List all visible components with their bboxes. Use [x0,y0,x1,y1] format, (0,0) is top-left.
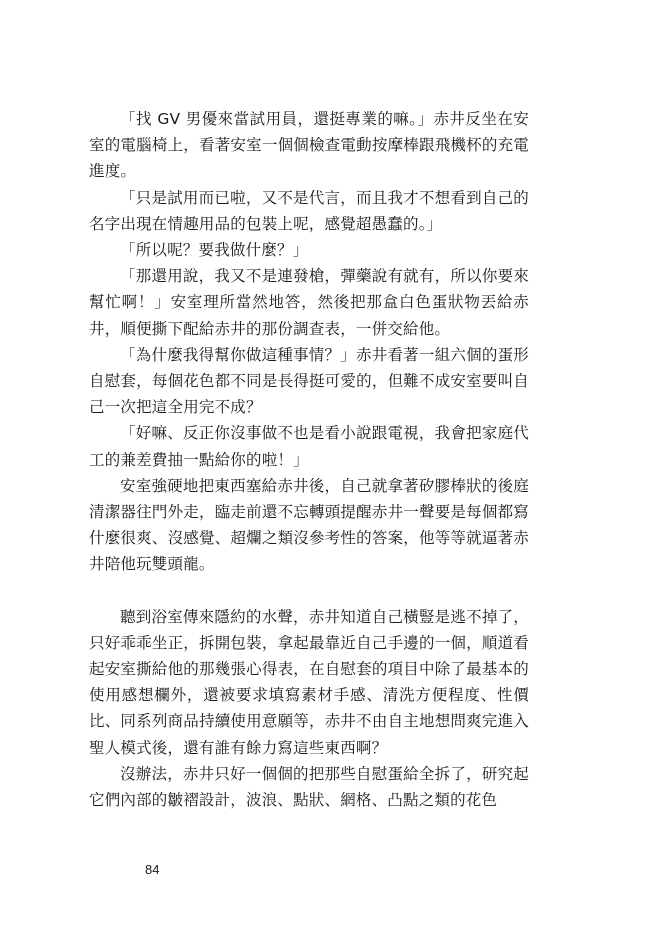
page-number: 84 [145,862,160,877]
paragraph: 「那還用說，我又不是連發槍，彈藥說有就有，所以你要來幫忙啊！」安室理所當然地答，然後把那盒白色蛋狀物丟給赤井，順便撕下配給赤井的那份調查表，一併交給他。 [89,267,529,338]
paragraph: 沒辦法，赤井只好一個個的把那些自慰蛋給全拆了，研究起它們內部的皺褶設計，波浪、點狀、網格、凸點之類的花色 [89,764,529,810]
paragraph: 「好嘛、反正你沒事做不也是看小說跟電視，我會把家庭代工的兼差費抽一點給你的啦！」 [89,424,529,469]
paragraph: 「所以呢？要我做什麼？」 [120,241,309,260]
paragraph: 「只是試用而已啦，又不是代言，而且我才不想看到自己的名字出現在情趣用品的包裝上呢，感覺超愚蠢的。」 [89,188,529,233]
section-break [89,578,529,604]
paragraph: 「找 GV 男優來當試用員，還挺專業的嘛。」赤井反坐在安室的電腦椅上，看著安室一個個檢查電動按摩棒跟飛機杯的充電進度。 [89,110,529,181]
paragraph: 安室強硬地把東西塞給赤井後，自己就拿著矽膠棒狀的後庭清潔器往門外走，臨走前還不忘轉頭提醒赤井一聲要是每個都寫什麼很爽、沒感覺、超爛之類沒參考性的答案，他等等就逼著赤井陪他玩雙頭龍。 [89,476,529,574]
text-body [89,106,529,813]
paragraph: 聽到浴室傳來隱約的水聲，赤井知道自己橫豎是逃不掉了，只好乖乖坐正，拆開包裝，拿起最靠近自己手邊的一個，順道看起安室撕給他的那幾張心得表，在自慰套的項目中除了最基本的使用感想欄外，還被要求填寫素材手感、清洗方便程度、性價比、同系列商品持續使用意願等，赤井不由自主地想問爽完進入聖人模式後，還有誰有餘力寫這些東西啊？ [89,607,529,757]
paragraph: 「為什麼我得幫你做這種事情？」赤井看著一組六個的蛋形自慰套，每個花色都不同是長得挺可愛的，但難不成安室要叫自己一次把這全用完不成？ [89,345,529,417]
